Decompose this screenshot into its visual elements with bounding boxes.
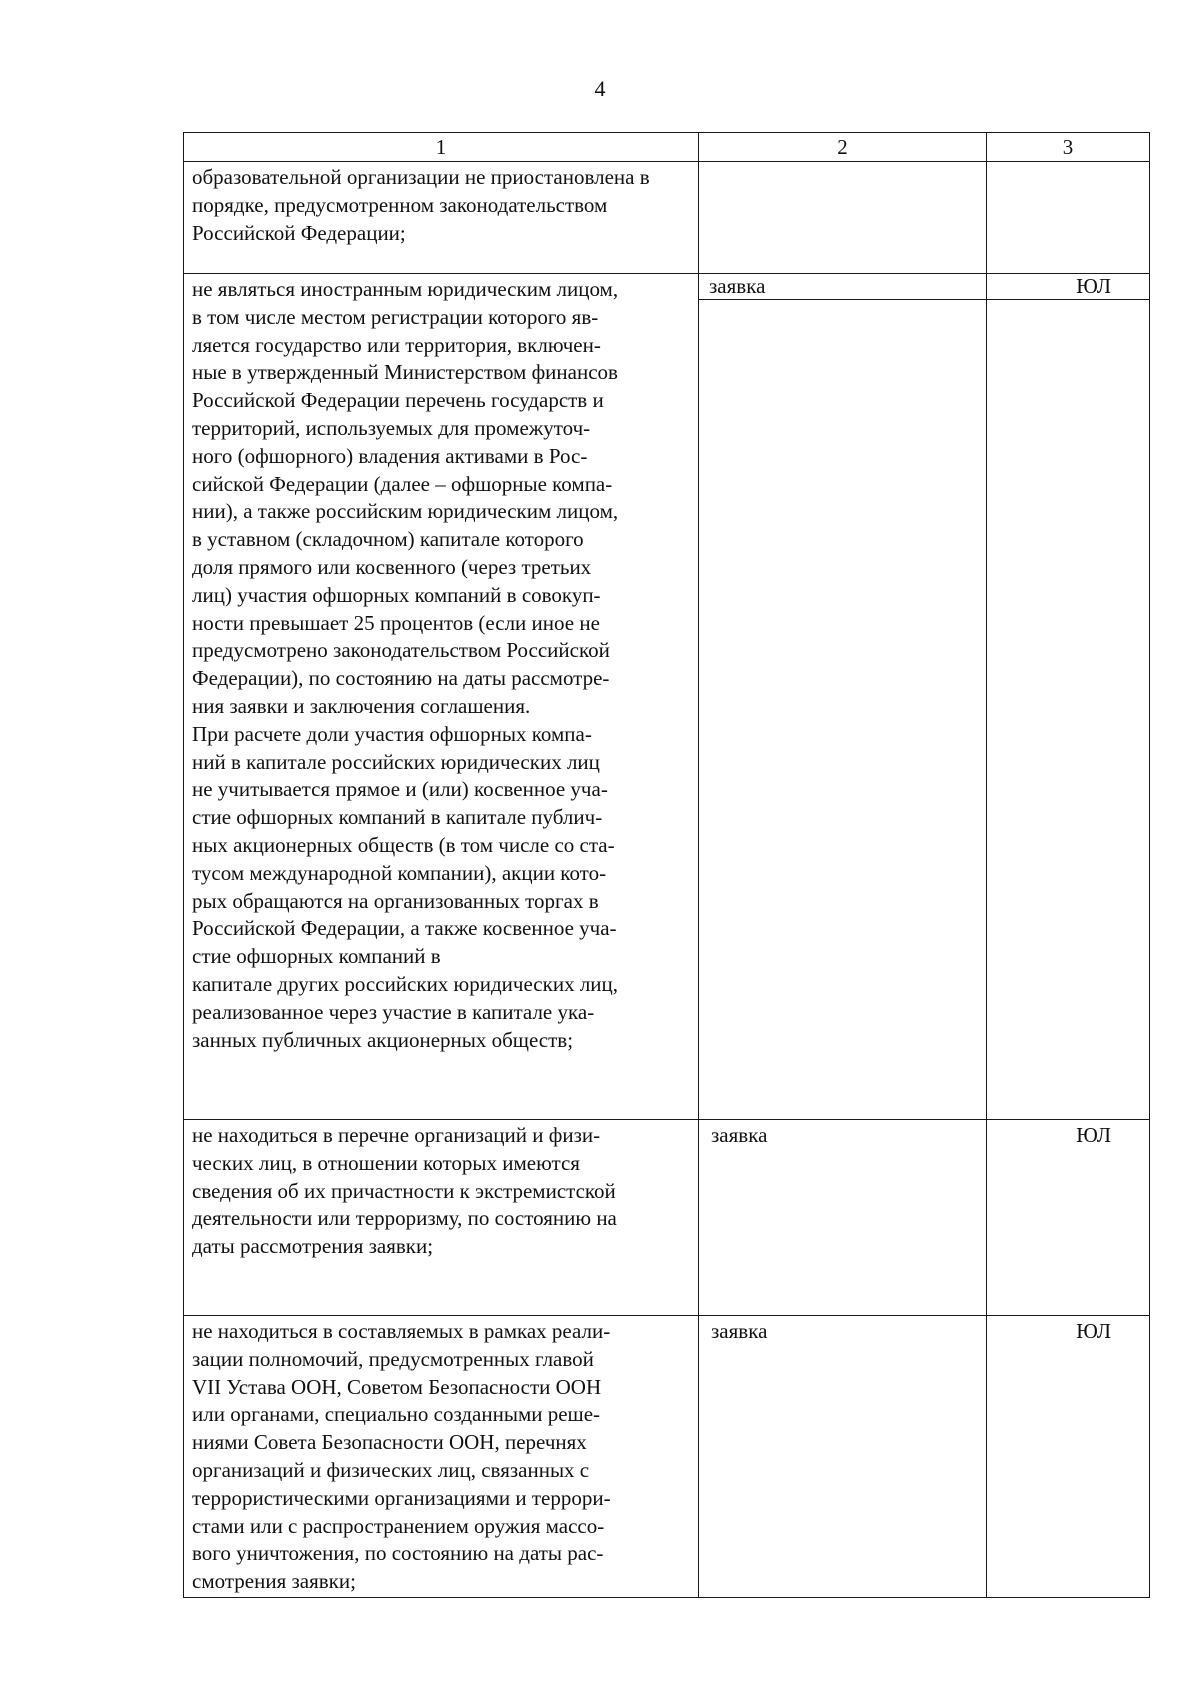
- document-text: заявка: [711, 1123, 768, 1147]
- subject-cell: [987, 274, 1150, 1120]
- table-row: [184, 1316, 1150, 1598]
- document-text: [699, 162, 986, 164]
- subject-text: ЮЛ: [1076, 1319, 1111, 1343]
- subject-text: [987, 162, 1149, 164]
- requirement-text: не являться иностранным юридическим лицом, в том числе местом регистрации которого яв- ляется государство или территория, включен- ные в утвержденный Министерством финансов Российской Федерации перечень государств и территорий, используемых для промежуточ- ного (офшорного) владения активами в Рос- сийской Федерации (далее – офшорные компа- нии), а также российским юридическим лицом, в уставном (складочном) капитале которого доля прямого или косвенного (через третьих лиц) участия офшорных компаний в совокуп- ности превышает 25 процентов (если иное не предусмотрено законодательством Российской Федерации), по состоянию на даты рассмотре- ния заявки и заключения соглашения. При расчете доли участия офшорных компа- ний в капитале российских юридических лиц не учитывается прямое и (или) косвенное уча- стие офшорных компаний в капитале публич- ных акционерных обществ (в том числе со ста- тусом международной компании), акции кото- рых обращаются на организованных торгах в Российской Федерации, а также косвенное уча- стие офшорных компаний в капитале других российских юридических лиц, реализованное через участие в капитале ука- занных публичных акционерных обществ;: [192, 277, 619, 1052]
- column-header-3: 3: [987, 133, 1150, 162]
- requirement-cell: [184, 1120, 699, 1316]
- subject-text: ЮЛ: [987, 274, 1149, 300]
- requirement-cell: [184, 274, 699, 1120]
- table-row: [184, 274, 1150, 1120]
- page-number: 4: [594, 76, 606, 101]
- document-cell: [699, 162, 987, 274]
- subject-cell: [987, 1316, 1150, 1598]
- document-cell: [699, 1316, 987, 1598]
- document-text: заявка: [699, 274, 986, 300]
- requirement-text: не находиться в составляемых в рамках реали- зации полномочий, предусмотренных главой VII Устава ООН, Советом Безопасности ООН или органами, специально созданными реше- ниями Совета Безопасности ООН, перечнях организаций и физических лиц, связанных с террористическими организациями и террори- стами или с распространением оружия массо- вого уничтожения, по состоянию на даты рас- смотрения заявки;: [192, 1319, 611, 1594]
- column-header-2: 2: [699, 133, 987, 162]
- subject-text: ЮЛ: [1076, 1123, 1111, 1147]
- requirement-cell: [184, 162, 699, 274]
- column-header-1: 1: [184, 133, 699, 162]
- table-header-row: [184, 133, 1150, 162]
- requirement-text: не находиться в перечне организаций и физи- ческих лиц, в отношении которых имеются сведения об их причастности к экстремистской деятельности или терроризму, по состоянию на даты рассмотрения заявки;: [192, 1123, 617, 1259]
- document-cell: [699, 274, 987, 1120]
- requirements-table: [183, 132, 1150, 1598]
- table-row: [184, 1120, 1150, 1316]
- requirement-text: образовательной организации не приостановлена в порядке, предусмотренном законодательством Российской Федерации;: [192, 165, 650, 245]
- subject-cell: [987, 162, 1150, 274]
- requirement-cell: [184, 1316, 699, 1598]
- table-row: [184, 162, 1150, 274]
- subject-cell: [987, 1120, 1150, 1316]
- document-text: заявка: [711, 1319, 768, 1343]
- document-cell: [699, 1120, 987, 1316]
